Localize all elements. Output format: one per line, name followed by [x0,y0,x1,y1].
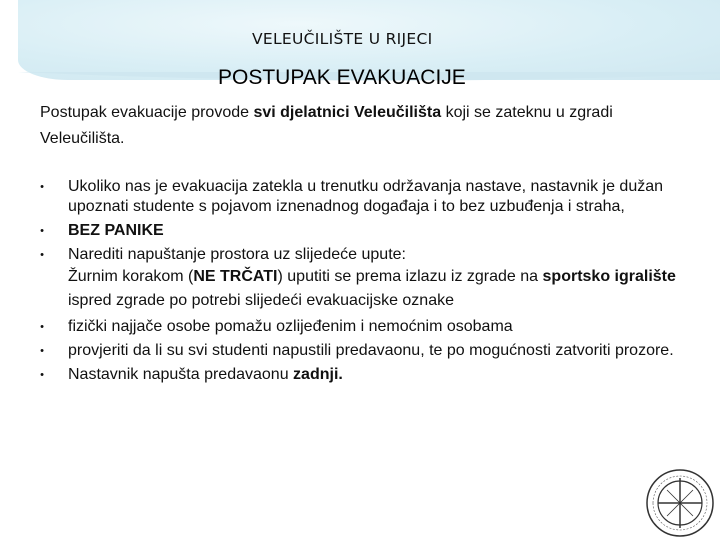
bullet: • [40,249,44,261]
list-item [40,365,690,385]
evacuation-steps-list [40,177,690,385]
step-text: provjeriti da li su svi studenti napustili predavaonu, te po mogućnosti zatvoriti prozore. [68,342,674,359]
bullet: • [40,369,44,381]
bullet: • [40,181,44,193]
step-text: Ukoliko nas je evakuacija zatekla u trenutku održavanja nastave, nastavnik je dužan upoznati studente s pojavom iznenadnog događaja i to bez uzbuđenja i straha, [68,178,664,215]
polytechnic-seal-icon [645,468,715,538]
bullet: • [40,225,44,237]
intro-text: Postupak evakuacije provode [40,104,254,121]
step-text: Narediti napuštanje prostora uz slijedeće upute: [68,246,406,263]
bullet: • [40,345,44,357]
list-item [40,341,690,361]
step-text: BEZ PANIKE [68,222,164,239]
step-bold-text: zadnji. [293,366,343,383]
bullet: • [40,321,44,333]
page-title: POSTUPAK EVAKUACIJE [218,66,466,89]
list-item [40,317,690,337]
step-text: Nastavnik napušta predavaonu [68,366,294,383]
list-item [40,245,690,265]
intro-text-end: koji se zateknu u zgradi Veleučilišta. [40,104,613,147]
step-continuation: Žurnim korakom (NE TRČATI) uputiti se prema izlazu iz zgrade na sportsko igralište ispred zgrade po potrebi slijedeći evakuacijske oznake [68,268,676,309]
institution-name: VELEUČILIŠTE U RIJECI [252,30,433,48]
list-item [40,177,690,217]
list-item [40,221,690,241]
step-text: fizički najjače osobe pomažu ozlijeđenim i nemoćnim osobama [68,318,513,335]
intro-bold-text: svi djelatnici Veleučilišta [253,104,442,121]
intro-paragraph [40,100,680,152]
